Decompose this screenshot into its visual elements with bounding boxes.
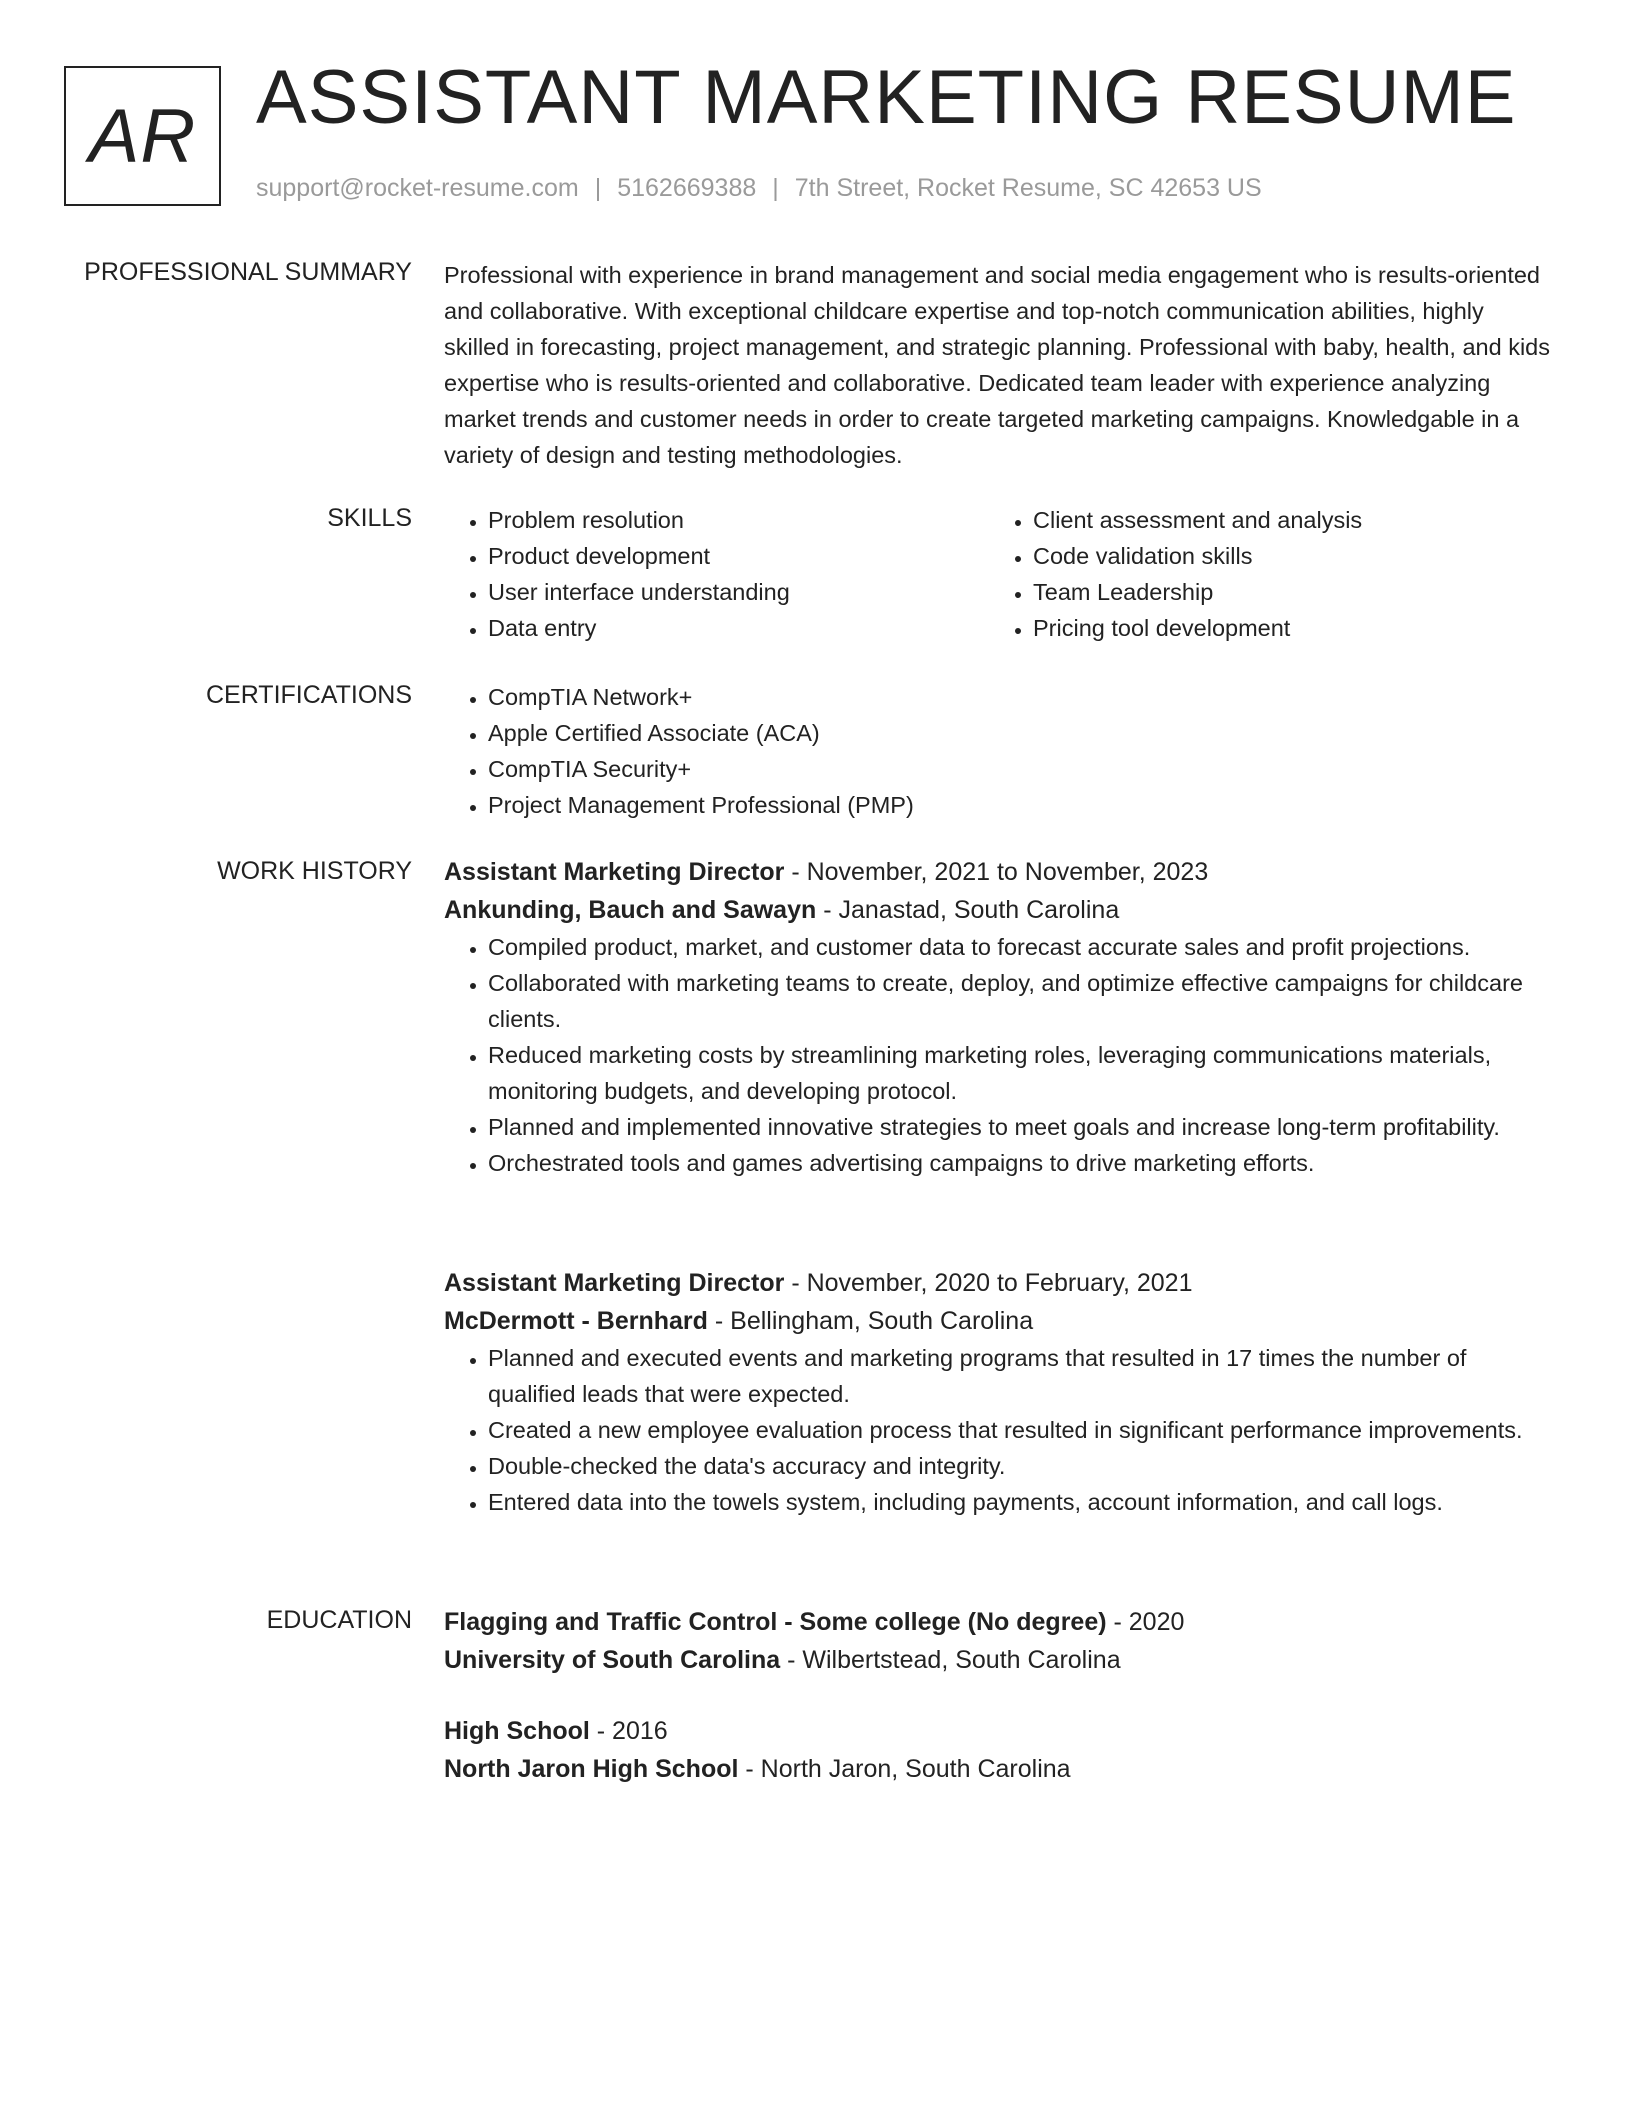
- contact-separator: |: [594, 174, 602, 202]
- job-bullet: • Orchestrated tools and games advertising campaigns to drive marketing efforts.: [488, 1145, 1554, 1181]
- job-title-line: [444, 1264, 1554, 1302]
- skills-list-left: [444, 502, 989, 646]
- job-bullet: • Compiled product, market, and customer data to forecast accurate sales and profit projections.: [488, 929, 1554, 965]
- job-bullet: • Reduced marketing costs by streamlining marketing roles, leveraging communications materials, monitoring budgets, and developing protocol.: [488, 1037, 1554, 1109]
- education-degree: High School: [444, 1717, 590, 1745]
- skills-heading: SKILLS: [327, 504, 412, 532]
- skill-item: • Data entry: [488, 610, 989, 646]
- job-company: McDermott - Bernhard: [444, 1307, 708, 1335]
- certification-item: • CompTIA Security+: [488, 751, 1554, 787]
- job-location: - Bellingham, South Carolina: [707, 1307, 1034, 1335]
- skill-item: • Product development: [488, 538, 989, 574]
- education-heading: EDUCATION: [266, 1606, 412, 1634]
- skill-item: • Code validation skills: [1033, 538, 1534, 574]
- contact-phone: 5162669388: [617, 174, 757, 202]
- job-bullets: [444, 1340, 1554, 1520]
- job-bullet: • Created a new employee evaluation process that resulted in significant performance improvements.: [488, 1412, 1554, 1448]
- job-company-line: [444, 891, 1554, 929]
- job-title: Assistant Marketing Director: [444, 1269, 785, 1297]
- job-bullet: • Planned and executed events and marketing programs that resulted in 17 times the number of qualified leads that were expected.: [488, 1340, 1554, 1412]
- contact-line: [256, 174, 1262, 203]
- job-dates: - November, 2020 to February, 2021: [784, 1269, 1193, 1297]
- education-location: - North Jaron, South Carolina: [738, 1755, 1071, 1783]
- certifications-heading: CERTIFICATIONS: [205, 681, 412, 709]
- job-title-line: [444, 853, 1554, 891]
- job-location: - Janastad, South Carolina: [816, 896, 1120, 924]
- contact-separator: |: [772, 174, 779, 202]
- education-entry: [444, 1712, 1554, 1788]
- job-entry: [444, 853, 1554, 1181]
- education-school-line: [444, 1641, 1554, 1679]
- education-degree-line: [444, 1712, 1554, 1750]
- contact-email: support@rocket-resume.com: [256, 174, 579, 202]
- job-bullet: • Planned and implemented innovative strategies to meet goals and increase long-term profitability.: [488, 1109, 1554, 1145]
- skill-item: • Pricing tool development: [1033, 610, 1534, 646]
- job-dates: - November, 2021 to November, 2023: [784, 858, 1209, 886]
- monogram-initials: AR: [88, 93, 197, 179]
- skills-list-right: [989, 502, 1534, 646]
- certifications-section: [444, 679, 1554, 823]
- skill-item: • Team Leadership: [1033, 574, 1534, 610]
- job-company: Ankunding, Bauch and Sawayn: [444, 896, 817, 924]
- education-school: University of South Carolina: [444, 1646, 781, 1674]
- education-year: - 2016: [589, 1717, 668, 1745]
- job-entry: [444, 1264, 1554, 1520]
- certification-item: • Apple Certified Associate (ACA): [488, 715, 1554, 751]
- education-location: - Wilbertstead, South Carolina: [780, 1646, 1121, 1674]
- job-bullet: • Entered data into the towels system, including payments, account information, and call logs.: [488, 1484, 1554, 1520]
- education-year: - 2020: [1106, 1608, 1185, 1636]
- skills-section: [444, 502, 1554, 646]
- education-school-line: [444, 1750, 1554, 1788]
- certification-item: • Project Management Professional (PMP): [488, 787, 1554, 823]
- contact-address: 7th Street, Rocket Resume, SC 42653 US: [794, 174, 1262, 202]
- skill-item: • Problem resolution: [488, 502, 989, 538]
- job-title: Assistant Marketing Director: [444, 858, 785, 886]
- summary-heading: PROFESSIONAL SUMMARY: [84, 258, 412, 286]
- education-school: North Jaron High School: [444, 1755, 739, 1783]
- job-bullet: • Collaborated with marketing teams to create, deploy, and optimize effective campaigns for childcare clients.: [488, 965, 1554, 1037]
- resume-title: ASSISTANT MARKETING RESUME: [256, 55, 1517, 140]
- monogram-box: [64, 66, 221, 206]
- job-bullets: [444, 929, 1554, 1181]
- certification-item: • CompTIA Network+: [488, 679, 1554, 715]
- education-degree: Flagging and Traffic Control - Some college (No degree): [444, 1608, 1107, 1636]
- education-entry: [444, 1603, 1554, 1679]
- skill-item: • User interface understanding: [488, 574, 989, 610]
- summary-text: Professional with experience in brand management and social media engagement who is results-oriented and collaborative. With exceptional childcare expertise and top-notch communication abilities, highly skilled in forecasting, project management, and strategic planning. Professional with baby, health, and kids expertise who is results-oriented and collaborative. Dedicated team leader with experience analyzing market trends and customer needs in order to create targeted marketing campaigns. Knowledgable in a variety of design and testing methodologies.: [444, 262, 1551, 468]
- education-degree-line: [444, 1603, 1554, 1641]
- summary-section: [444, 257, 1554, 473]
- job-company-line: [444, 1302, 1554, 1340]
- skill-item: • Client assessment and analysis: [1033, 502, 1534, 538]
- work-history-heading: WORK HISTORY: [217, 857, 412, 885]
- certifications-list: [444, 679, 1554, 823]
- job-bullet: • Double-checked the data's accuracy and integrity.: [488, 1448, 1554, 1484]
